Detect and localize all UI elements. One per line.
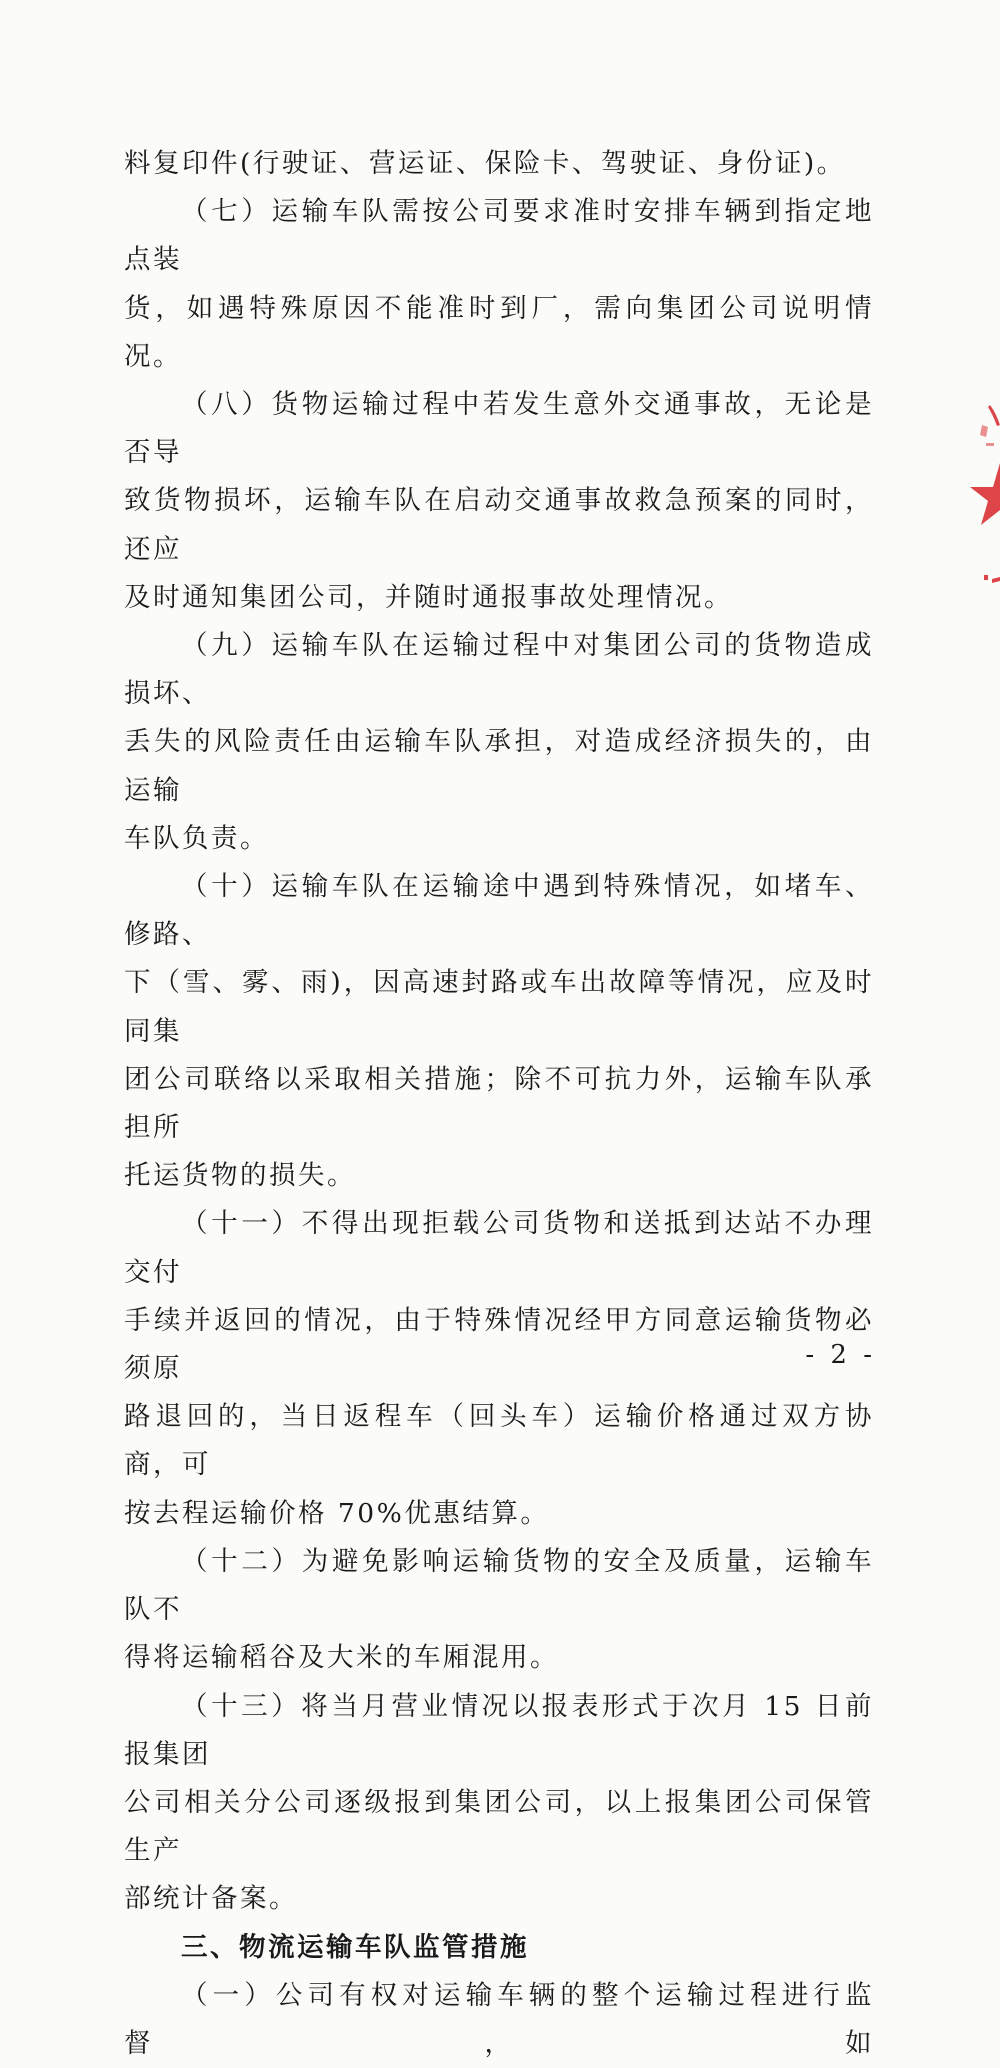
line: （十一）不得出现拒载公司货物和送抵到达站不办理交付 xyxy=(124,1208,874,1288)
paragraph-item-10 xyxy=(124,863,874,1200)
line: 托运货物的损失。 xyxy=(124,1160,356,1192)
line: 致货物损坏，运输车队在启动交通事故救急预案的同时，还应 xyxy=(124,485,874,565)
line: 按去程运输价格 70%优惠结算。 xyxy=(124,1497,550,1529)
line: 下（雪、雾、雨)，因高速封路或车出故障等情况，应及时同集 xyxy=(124,967,874,1047)
paragraph-item-9 xyxy=(124,622,874,863)
line: （十二）为避免影响运输货物的安全及质量，运输车队不 xyxy=(124,1545,874,1626)
line: （十）运输车队在运输途中遇到特殊情况，如堵车、修路、 xyxy=(124,871,874,951)
line: 丢失的风险责任由运输车队承担，对造成经济损失的，由运输 xyxy=(124,726,874,806)
line: 料复印件(行驶证、营运证、保险卡、驾驶证、身份证)。 xyxy=(124,148,846,179)
line: 得将运输稻谷及大米的车厢混用。 xyxy=(124,1642,559,1674)
red-seal-fragment-icon xyxy=(960,395,1000,605)
paragraph-item-12 xyxy=(124,1538,874,1683)
document-body xyxy=(124,140,874,2068)
heading-text: 三、物流运输车队监管措施 xyxy=(181,1931,529,1963)
line: （十三）将当月营业情况以报表形式于次月 15 日前报集团 xyxy=(124,1690,874,1770)
line: 部统计备案。 xyxy=(124,1883,298,1915)
paragraph-section3-item-1 xyxy=(124,1972,874,2068)
line: （一）公司有权对运输车辆的整个运输过程进行监督，如 xyxy=(124,1979,874,2059)
line: （九）运输车队在运输过程中对集团公司的货物造成损坏、 xyxy=(124,630,874,710)
line: 团公司联络以采取相关措施；除不可抗力外，运输车队承担所 xyxy=(124,1063,874,1144)
page-number: - 2 - xyxy=(805,1340,876,1370)
line: 及时通知集团公司，并随时通报事故处理情况。 xyxy=(124,581,733,613)
paragraph-continuation xyxy=(124,140,874,188)
line: （七）运输车队需按公司要求准时安排车辆到指定地点装 xyxy=(124,196,874,276)
line: 货，如遇特殊原因不能准时到厂，需向集团公司说明情况。 xyxy=(124,292,874,372)
paragraph-item-8 xyxy=(124,381,874,622)
line: （八）货物运输过程中若发生意外交通事故，无论是否导 xyxy=(124,389,874,469)
line: 车队负责。 xyxy=(124,822,269,854)
line: 路退回的，当日返程车（回头车）运输价格通过双方协商，可 xyxy=(124,1401,874,1481)
section-heading-3 xyxy=(124,1924,874,1972)
paragraph-item-11 xyxy=(124,1200,874,1537)
red-seal-fragment-svg xyxy=(960,395,1000,605)
line: 手续并返回的情况，由于特殊情况经甲方同意运输货物必须原 xyxy=(124,1304,874,1385)
paragraph-item-13 xyxy=(124,1683,874,1924)
line: 公司相关分公司逐级报到集团公司，以上报集团公司保管生产 xyxy=(124,1786,874,1867)
paragraph-item-7 xyxy=(124,188,874,381)
